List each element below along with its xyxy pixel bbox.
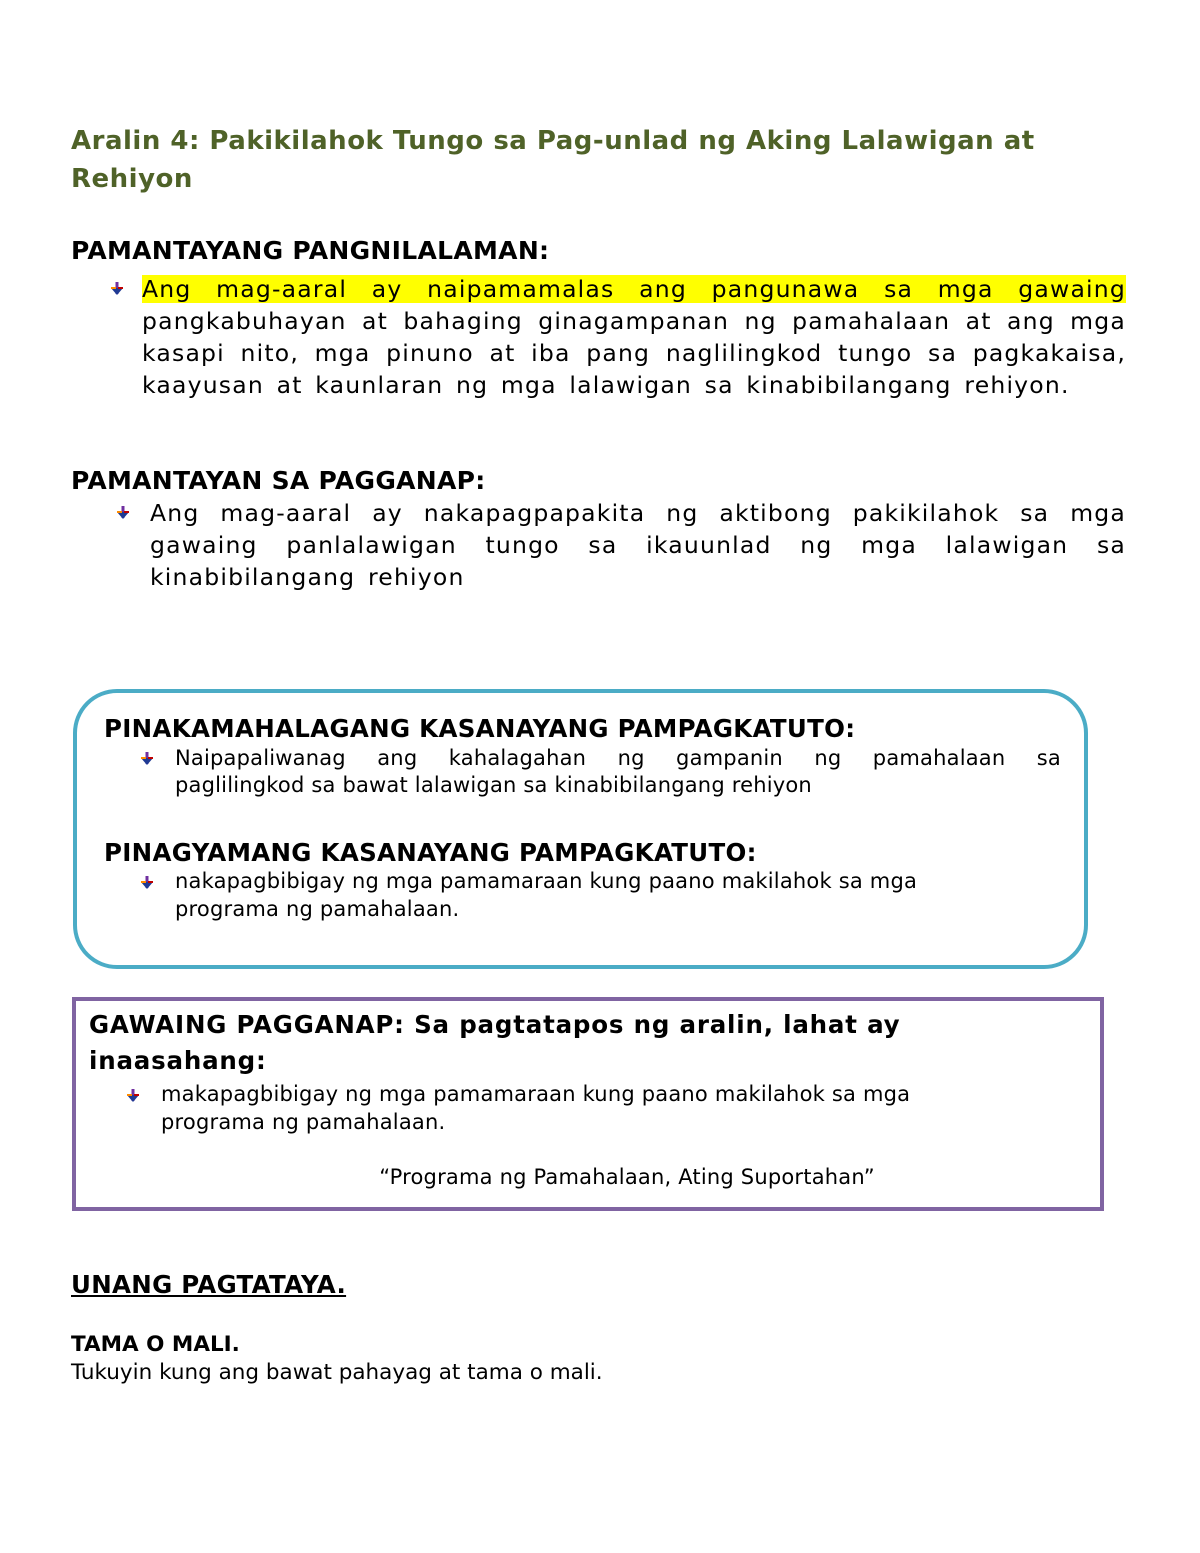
assessment-instruction: Tukuyin kung ang bawat pahayag at tama o mali. bbox=[71, 1360, 603, 1385]
bullet-icon bbox=[140, 875, 154, 891]
performance-standard-text: Ang mag-aaral ay nakapagpapakita ng aktibong pakikilahok sa mga gawaing panlalawigan tungo sa ikauunlad ng mga lalawigan sa kinabibilangang rehiyon bbox=[150, 499, 1126, 591]
competency-item-1-line-1: Naipapaliwanag ang kahalagahan ng gampanin ng pamahalaan sa bbox=[175, 746, 1061, 770]
true-false-heading: TAMA O MALI. bbox=[71, 1332, 240, 1357]
enriched-competency-heading: PINAGYAMANG KASANAYANG PAMPAGKATUTO: bbox=[104, 838, 757, 867]
performance-standard-heading: PAMANTAYAN SA PAGGANAP: bbox=[71, 466, 486, 495]
performance-task-item-line-2: programa ng pamahalaan. bbox=[161, 1110, 446, 1134]
performance-task-quote: “Programa ng Pamahalaan, Ating Suportahan” bbox=[379, 1165, 875, 1189]
bullet-icon bbox=[126, 1088, 140, 1104]
performance-task-item-line-1: makapagbibigay ng mga pamamaraan kung paano makilahok sa mga bbox=[161, 1082, 911, 1106]
content-standard-rest: pangkabuhayan at bahaging ginagampanan ng pamahalaan at ang mga kasapi nito, mga pinuno at iba pang naglilingkod tungo sa pagkakaisa, kaayusan at kaunlaran ng mga lalawigan sa kinabibilangang rehiyon. bbox=[142, 307, 1126, 399]
most-essential-competency-heading: PINAKAMAHALAGANG KASANAYANG PAMPAGKATUTO: bbox=[104, 714, 856, 743]
bullet-icon bbox=[110, 281, 124, 297]
performance-task-heading-line-2: inaasahang: bbox=[89, 1046, 267, 1075]
performance-task-heading-line-1: GAWAING PAGGANAP: Sa pagtatapos ng aralin, lahat ay bbox=[89, 1010, 901, 1039]
competency-item-2-line-2: programa ng pamahalaan. bbox=[175, 897, 460, 921]
content-standard-heading: PAMANTAYANG PANGNILALAMAN: bbox=[71, 236, 550, 265]
competency-item-2-line-1: nakapagbibigay ng mga pamamaraan kung paano makilahok sa mga bbox=[175, 869, 918, 893]
highlighted-text: Ang mag-aaral ay naipamamalas ang pangunawa sa mga gawaing bbox=[142, 275, 1126, 303]
bullet-icon bbox=[116, 505, 130, 521]
competency-item-1-line-2: paglilingkod sa bawat lalawigan sa kinabibilangang rehiyon bbox=[175, 773, 812, 797]
content-standard-text bbox=[142, 273, 1126, 401]
assessment-heading: UNANG PAGTATAYA. bbox=[71, 1270, 347, 1299]
bullet-icon bbox=[140, 751, 154, 767]
lesson-title: Aralin 4: Pakikilahok Tungo sa Pag-unlad ng Aking Lalawigan at Rehiyon bbox=[71, 126, 1035, 194]
